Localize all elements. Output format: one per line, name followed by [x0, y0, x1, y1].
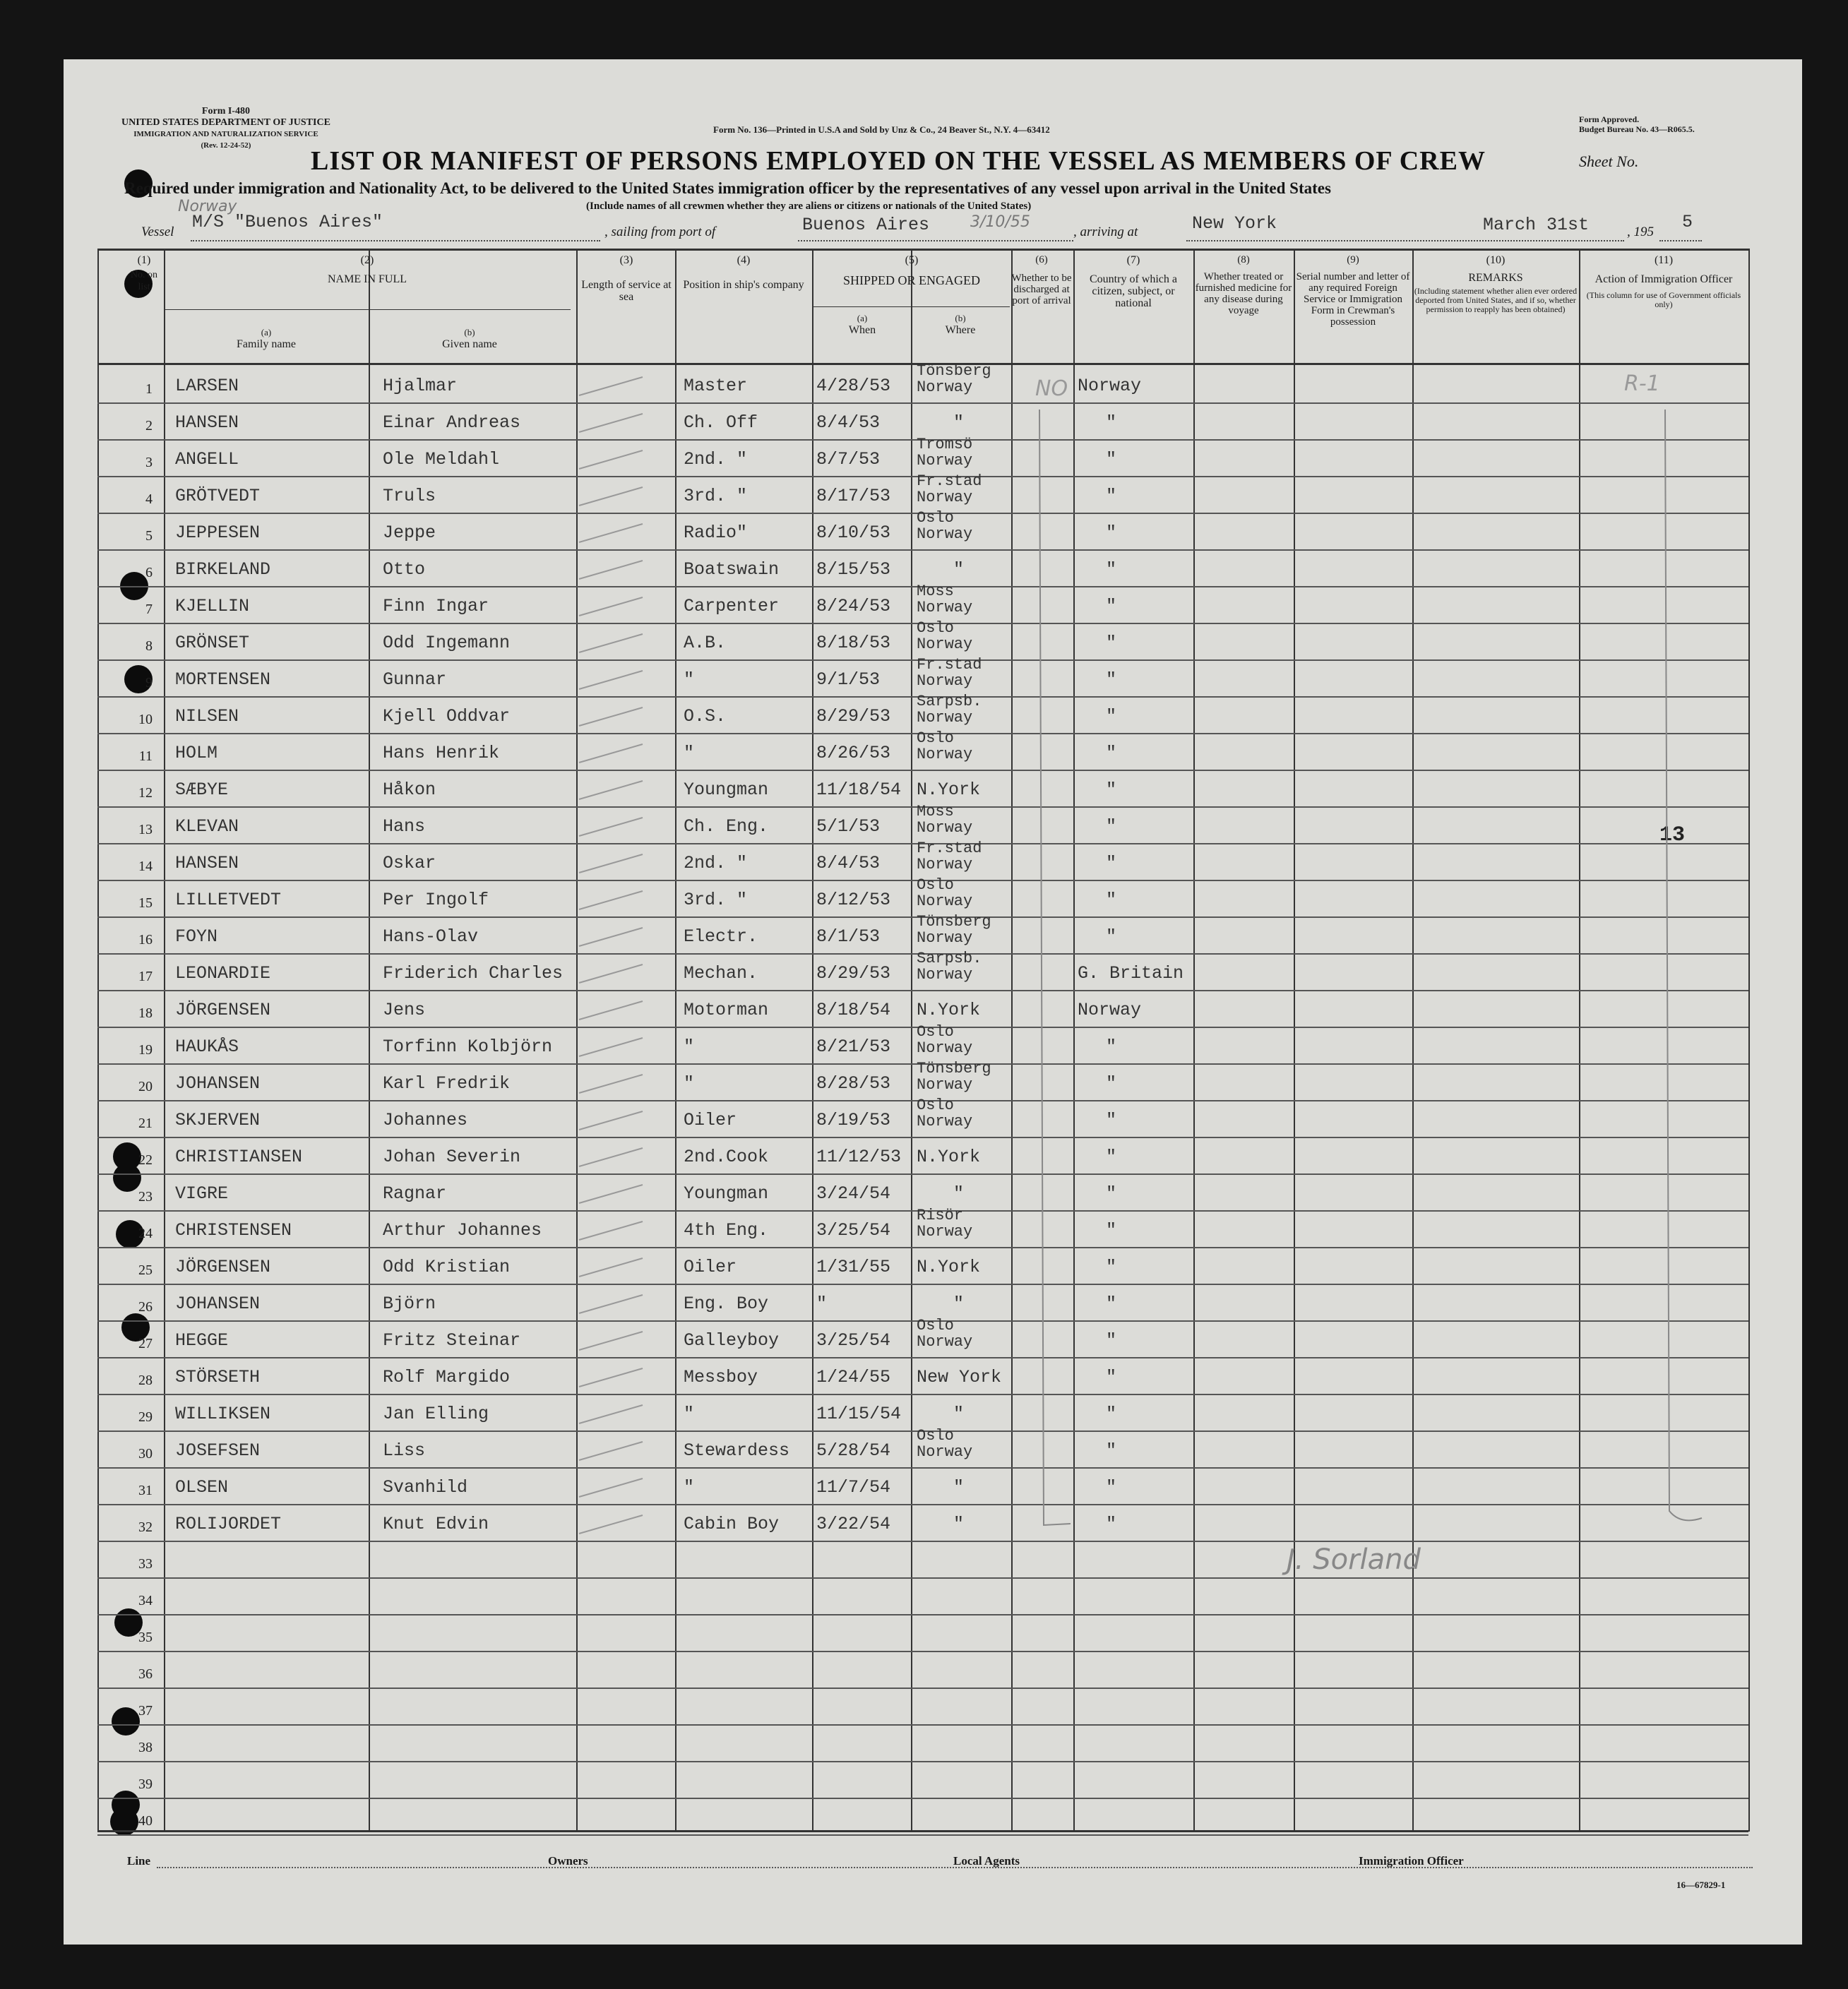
shipped-when-cell: 3/22/54 [816, 1514, 891, 1534]
country-cell: " [1106, 1147, 1117, 1167]
given-name-cell: Friderich Charles [383, 963, 564, 984]
family-name-cell: ANGELL [175, 449, 239, 470]
row-number: 37 [138, 1703, 153, 1719]
position-cell: Radio" [684, 522, 748, 543]
country-cell: " [1106, 1037, 1117, 1057]
shipped-where-cell: " [953, 1294, 965, 1314]
row-number: 14 [138, 859, 153, 874]
given-name-cell: Fritz Steinar [383, 1330, 521, 1351]
position-cell: Carpenter [684, 596, 780, 616]
page-title: LIST OR MANIFEST OF PERSONS EMPLOYED ON THE VESSEL AS MEMBERS OF CREW [311, 146, 1486, 176]
officer-signature: J. Sorland [1287, 1543, 1421, 1576]
row-number: 32 [138, 1519, 153, 1535]
family-name-cell: MORTENSEN [175, 669, 271, 690]
family-name-cell: SÆBYE [175, 780, 229, 800]
shipped-when-cell: 8/12/53 [816, 890, 891, 910]
shipped-where-cell: Moss Norway [917, 803, 973, 837]
col8-header: (8) Whether treated or furnished medicine for any disease during voyage [1195, 254, 1292, 316]
country-cell: " [1106, 633, 1117, 653]
arriving-label: , arriving at [1073, 225, 1138, 239]
position-cell: " [684, 743, 695, 763]
shipped-where-cell: Fr.stad Norway [917, 472, 982, 506]
given-name-cell: Hans-Olav [383, 926, 479, 947]
shipped-where-cell: " [953, 1404, 965, 1424]
shipped-when-cell: 3/24/54 [816, 1183, 891, 1204]
col2a-header: (a) Family name [237, 327, 296, 350]
given-name-cell: Björn [383, 1294, 436, 1314]
shipped-when-cell: 5/1/53 [816, 816, 881, 837]
form-printer-line: Form No. 136—Printed in U.S.A and Sold by Unz & Co., 24 Beaver St., N.Y. 4—63412 [713, 124, 1050, 135]
country-cell: " [1106, 706, 1117, 727]
given-name-cell: Torfinn Kolbjörn [383, 1037, 553, 1057]
row-number: 27 [138, 1336, 153, 1351]
family-name-cell: GRÖNSET [175, 633, 250, 653]
given-name-cell: Gunnar [383, 669, 447, 690]
position-cell: 2nd. " [684, 853, 748, 873]
given-name-cell: Karl Fredrik [383, 1073, 511, 1094]
row-number: 36 [138, 1666, 153, 1682]
family-name-cell: GRÖTVEDT [175, 486, 261, 506]
arrival-date: March 31st [1483, 215, 1590, 235]
shipped-where-cell: " [953, 559, 965, 580]
given-name-cell: Jens [383, 1000, 426, 1020]
col9-header: (9) Serial number and letter of any required Foreign Service or Immigration Form in Crewman's possession [1296, 254, 1410, 328]
given-name-cell: Johan Severin [383, 1147, 521, 1167]
family-name-cell: LEONARDIE [175, 963, 271, 984]
revision-date: (Rev. 12-24-52) [201, 141, 251, 150]
given-name-cell: Einar Andreas [383, 412, 521, 433]
shipped-where-cell: Oslo Norway [917, 619, 973, 653]
position-cell: Ch. Off [684, 412, 758, 433]
position-cell: A.B. [684, 633, 727, 653]
footer-line-label: Line [127, 1854, 151, 1868]
shipped-when-cell: 8/26/53 [816, 743, 891, 763]
position-cell: " [684, 669, 695, 690]
position-cell: 2nd. " [684, 449, 748, 470]
shipped-where-cell: Oslo Norway [917, 729, 973, 763]
position-cell: Master [684, 376, 748, 396]
given-name-cell: Hjalmar [383, 376, 458, 396]
family-name-cell: LARSEN [175, 376, 239, 396]
country-cell: " [1106, 1404, 1117, 1424]
row-number: 9 [145, 675, 153, 691]
row-number: 39 [138, 1776, 153, 1792]
country-cell: " [1106, 522, 1117, 543]
family-name-cell: CHRISTIANSEN [175, 1147, 303, 1167]
shipped-when-cell: 8/18/53 [816, 633, 891, 653]
given-name-cell: Håkon [383, 780, 436, 800]
family-name-cell: JÖRGENSEN [175, 1000, 271, 1020]
country-cell: " [1106, 1367, 1117, 1387]
shipped-when-cell: 8/4/53 [816, 412, 881, 433]
country-cell: " [1106, 816, 1117, 837]
position-cell: Galleyboy [684, 1330, 780, 1351]
country-cell: " [1106, 1110, 1117, 1130]
country-cell: " [1106, 1477, 1117, 1498]
vessel-name: M/S "Buenos Aires" [192, 212, 383, 232]
col5a-header: (a) When [848, 313, 876, 336]
family-name-cell: NILSEN [175, 706, 239, 727]
shipped-when-cell: 5/28/54 [816, 1440, 891, 1461]
country-cell: " [1106, 1183, 1117, 1204]
form-number: Form I-480 [201, 106, 250, 117]
family-name-cell: KJELLIN [175, 596, 250, 616]
family-name-cell: HAUKÅS [175, 1037, 239, 1057]
shipped-where-cell: Oslo Norway [917, 1097, 973, 1130]
country-cell: " [1106, 449, 1117, 470]
row-number: 11 [138, 748, 153, 764]
row-number: 28 [138, 1373, 153, 1388]
row-number: 2 [145, 418, 153, 434]
position-cell: Eng. Boy [684, 1294, 769, 1314]
shipped-when-cell: 11/15/54 [816, 1404, 902, 1424]
country-cell: Norway [1078, 1000, 1142, 1020]
position-cell: Oiler [684, 1110, 737, 1130]
given-name-cell: Oskar [383, 853, 436, 873]
shipped-when-cell: 8/4/53 [816, 853, 881, 873]
discharged-no: NO [1035, 376, 1068, 401]
shipped-when-cell: 8/18/54 [816, 1000, 891, 1020]
shipped-when-cell: 9/1/53 [816, 669, 881, 690]
country-cell: " [1106, 780, 1117, 800]
given-name-cell: Kjell Oddvar [383, 706, 511, 727]
given-name-cell: Truls [383, 486, 436, 506]
shipped-where-cell: Oslo Norway [917, 1023, 973, 1057]
family-name-cell: JÖRGENSEN [175, 1257, 271, 1277]
shipped-when-cell: 8/15/53 [816, 559, 891, 580]
family-name-cell: HEGGE [175, 1330, 229, 1351]
position-cell: 4th Eng. [684, 1220, 769, 1241]
row-number: 1 [145, 381, 153, 397]
shipped-where-cell: Moss Norway [917, 583, 973, 616]
shipped-where-cell: N.York [917, 1257, 981, 1277]
shipped-where-cell: Oslo Norway [917, 1317, 973, 1351]
row-number: 34 [138, 1593, 153, 1608]
sailing-date-handwritten: 3/10/55 [970, 213, 1030, 231]
position-cell: 3rd. " [684, 890, 748, 910]
year-digit: 5 [1682, 212, 1693, 232]
row-number: 30 [138, 1446, 153, 1462]
given-name-cell: Rolf Margido [383, 1367, 511, 1387]
given-name-cell: Per Ingolf [383, 890, 489, 910]
position-cell: " [684, 1037, 695, 1057]
given-name-cell: Hans Henrik [383, 743, 500, 763]
arriving-port: New York [1192, 213, 1277, 234]
row-number: 16 [138, 932, 153, 948]
position-cell: Mechan. [684, 963, 758, 984]
given-name-cell: Otto [383, 559, 426, 580]
row-number: 40 [138, 1813, 153, 1829]
row-number: 15 [138, 895, 153, 911]
position-cell: Electr. [684, 926, 758, 947]
position-cell: 3rd. " [684, 486, 748, 506]
row-number: 10 [138, 712, 153, 727]
row-number: 3 [145, 455, 153, 470]
position-cell: O.S. [684, 706, 727, 727]
given-name-cell: Ole Meldahl [383, 449, 500, 470]
shipped-where-cell: " [953, 1183, 965, 1204]
position-cell: Cabin Boy [684, 1514, 780, 1534]
col1-header: (1) No. on list [130, 254, 158, 292]
action-row13-number: 13 [1659, 823, 1686, 847]
shipped-when-cell: 1/31/55 [816, 1257, 891, 1277]
page-subtitle-note: (Include names of all crewmen whether they are aliens or citizens or nationals of the United States) [586, 201, 1032, 212]
sailing-port: Buenos Aires [802, 215, 930, 235]
row-number: 26 [138, 1299, 153, 1315]
footer-owners-label: Owners [548, 1854, 588, 1868]
footer-local-agents-label: Local Agents [953, 1854, 1020, 1868]
family-name-cell: WILLIKSEN [175, 1404, 271, 1424]
shipped-when-cell: 3/25/54 [816, 1220, 891, 1241]
shipped-when-cell: 8/19/53 [816, 1110, 891, 1130]
country-cell: G. Britain [1078, 963, 1184, 984]
sheet-no-label: Sheet No. [1579, 153, 1639, 170]
position-cell: Messboy [684, 1367, 758, 1387]
country-cell: " [1106, 486, 1117, 506]
country-cell: " [1106, 669, 1117, 690]
shipped-when-cell: 8/29/53 [816, 706, 891, 727]
shipped-when-cell: 11/18/54 [816, 780, 902, 800]
row-number: 20 [138, 1079, 153, 1094]
shipped-when-cell: 8/17/53 [816, 486, 891, 506]
shipped-when-cell: 11/12/53 [816, 1147, 902, 1167]
col3-header: (3) Length of service at sea [581, 254, 672, 303]
country-cell: " [1106, 1073, 1117, 1094]
col11-header: (11) Action of Immigration Officer (This column for use of Government officials only) [1586, 254, 1741, 309]
given-name-cell: Johannes [383, 1110, 468, 1130]
family-name-cell: HANSEN [175, 853, 239, 873]
shipped-when-cell: 11/7/54 [816, 1477, 891, 1498]
given-name-cell: Liss [383, 1440, 426, 1461]
shipped-where-cell: Fr.stad Norway [917, 656, 982, 690]
col5-header: (5) SHIPPED OR ENGAGED [842, 254, 980, 287]
shipped-where-cell: Tönsberg Norway [917, 362, 991, 396]
budget-bureau: Budget Bureau No. 43—R065.5. [1579, 124, 1695, 134]
row-number: 5 [145, 528, 153, 544]
shipped-where-cell: Oslo Norway [917, 1427, 973, 1461]
given-name-cell: Ragnar [383, 1183, 447, 1204]
row-number: 29 [138, 1409, 153, 1425]
col10-header: (10) REMARKS (Including statement whether alien ever ordered deported from United States, and if so, whether permission to reapply has been obtained) [1414, 254, 1578, 314]
position-cell: Stewardess [684, 1440, 790, 1461]
family-name-cell: OLSEN [175, 1477, 229, 1498]
row-number: 21 [138, 1116, 153, 1131]
family-name-cell: VIGRE [175, 1183, 229, 1204]
shipped-when-cell: 8/1/53 [816, 926, 881, 947]
shipped-where-cell: Tromsö Norway [917, 436, 973, 470]
shipped-where-cell: Risör Norway [917, 1207, 973, 1241]
family-name-cell: HANSEN [175, 412, 239, 433]
footer-code: 16—67829-1 [1676, 1880, 1726, 1890]
country-cell: " [1106, 1220, 1117, 1241]
position-cell: " [684, 1477, 695, 1498]
country-cell: " [1106, 1294, 1117, 1314]
department-name: UNITED STATES DEPARTMENT OF JUSTICE [121, 117, 330, 128]
position-cell: Ch. Eng. [684, 816, 769, 837]
row-number: 8 [145, 638, 153, 654]
given-name-cell: Odd Ingemann [383, 633, 511, 653]
shipped-when-cell: 8/28/53 [816, 1073, 891, 1094]
sailing-label: , sailing from port of [604, 225, 716, 239]
country-cell: " [1106, 1330, 1117, 1351]
row-number: 12 [138, 785, 153, 801]
shipped-when-cell: 8/21/53 [816, 1037, 891, 1057]
shipped-when-cell: 4/28/53 [816, 376, 891, 396]
family-name-cell: JOSEFSEN [175, 1440, 261, 1461]
given-name-cell: Hans [383, 816, 426, 837]
position-cell: Boatswain [684, 559, 780, 580]
shipped-when-cell: 8/24/53 [816, 596, 891, 616]
row-number: 13 [138, 822, 153, 837]
family-name-cell: ROLIJORDET [175, 1514, 282, 1534]
page-subtitle: Required under immigration and Nationality Act, to be delivered to the United States immigration officer by the representatives of any vessel upon arrival in the United States [124, 179, 1331, 197]
family-name-cell: SKJERVEN [175, 1110, 261, 1130]
given-name-cell: Finn Ingar [383, 596, 489, 616]
country-cell: " [1106, 1514, 1117, 1534]
shipped-where-cell: Oslo Norway [917, 509, 973, 543]
family-name-cell: CHRISTENSEN [175, 1220, 292, 1241]
vessel-country-handwritten: Norway [178, 198, 237, 215]
family-name-cell: HOLM [175, 743, 218, 763]
shipped-where-cell: New York [917, 1367, 1002, 1387]
family-name-cell: JOHANSEN [175, 1073, 261, 1094]
country-cell: " [1106, 890, 1117, 910]
action-r1: R-1 [1624, 371, 1660, 396]
country-cell: Norway [1078, 376, 1142, 396]
row-number: 7 [145, 602, 153, 617]
row-number: 18 [138, 1005, 153, 1021]
country-cell: " [1106, 1440, 1117, 1461]
shipped-where-cell: Sarpsb. Norway [917, 950, 982, 984]
family-name-cell: STÖRSETH [175, 1367, 261, 1387]
col5b-header: (b) Where [945, 313, 976, 336]
position-cell: Motorman [684, 1000, 769, 1020]
vessel-label: Vessel [141, 225, 174, 239]
country-cell: " [1106, 559, 1117, 580]
form-approved: Form Approved. [1579, 114, 1640, 124]
country-cell: " [1106, 926, 1117, 947]
shipped-where-cell: Fr.stad Norway [917, 840, 982, 873]
position-cell: 2nd.Cook [684, 1147, 769, 1167]
service-name: IMMIGRATION AND NATURALIZATION SERVICE [133, 130, 318, 138]
shipped-where-cell: N.York [917, 780, 981, 800]
shipped-when-cell: 8/10/53 [816, 522, 891, 543]
shipped-where-cell: N.York [917, 1000, 981, 1020]
family-name-cell: BIRKELAND [175, 559, 271, 580]
country-cell: " [1106, 743, 1117, 763]
row-number: 22 [138, 1152, 153, 1168]
shipped-where-cell: Sarpsb. Norway [917, 693, 982, 727]
year-prefix: , 195 [1627, 225, 1654, 239]
row-number: 4 [145, 491, 153, 507]
position-cell: Youngman [684, 780, 769, 800]
country-cell: " [1106, 853, 1117, 873]
position-cell: " [684, 1073, 695, 1094]
given-name-cell: Jeppe [383, 522, 436, 543]
country-cell: " [1106, 1257, 1117, 1277]
row-number: 35 [138, 1630, 153, 1645]
family-name-cell: FOYN [175, 926, 218, 947]
position-cell: Youngman [684, 1183, 769, 1204]
shipped-where-cell: Tönsberg Norway [917, 1060, 991, 1094]
family-name-cell: JOHANSEN [175, 1294, 261, 1314]
col6-header: (6) Whether to be discharged at port of arrival [1011, 254, 1072, 306]
given-name-cell: Svanhild [383, 1477, 468, 1498]
row-number: 33 [138, 1556, 153, 1572]
row-number: 19 [138, 1042, 153, 1058]
position-cell: Oiler [684, 1257, 737, 1277]
family-name-cell: JEPPESEN [175, 522, 261, 543]
shipped-when-cell: " [816, 1294, 828, 1314]
row-number: 31 [138, 1483, 153, 1498]
shipped-when-cell: 3/25/54 [816, 1330, 891, 1351]
shipped-where-cell: Tönsberg Norway [917, 913, 991, 947]
shipped-when-cell: 8/7/53 [816, 449, 881, 470]
given-name-cell: Odd Kristian [383, 1257, 511, 1277]
shipped-where-cell: " [953, 1477, 965, 1498]
given-name-cell: Knut Edvin [383, 1514, 489, 1534]
col2b-header: (b) Given name [442, 327, 497, 350]
shipped-where-cell: " [953, 412, 965, 433]
shipped-where-cell: Oslo Norway [917, 876, 973, 910]
row-number: 17 [138, 969, 153, 984]
given-name-cell: Arthur Johannes [383, 1220, 542, 1241]
family-name-cell: LILLETVEDT [175, 890, 282, 910]
footer-officer-label: Immigration Officer [1359, 1854, 1464, 1868]
col7-header: (7) Country of which a citizen, subject, or national [1090, 254, 1177, 309]
shipped-where-cell: " [953, 1514, 965, 1534]
country-cell: " [1106, 412, 1117, 433]
country-cell: " [1106, 596, 1117, 616]
shipped-when-cell: 1/24/55 [816, 1367, 891, 1387]
shipped-when-cell: 8/29/53 [816, 963, 891, 984]
row-number: 6 [145, 565, 153, 580]
row-number: 38 [138, 1740, 153, 1755]
position-cell: " [684, 1404, 695, 1424]
row-number: 24 [138, 1226, 153, 1241]
row-number: 23 [138, 1189, 153, 1205]
family-name-cell: KLEVAN [175, 816, 239, 837]
shipped-where-cell: N.York [917, 1147, 981, 1167]
col4-header: (4) Position in ship's company [683, 254, 804, 291]
row-number: 25 [138, 1262, 153, 1278]
given-name-cell: Jan Elling [383, 1404, 489, 1424]
col2-header: (2) NAME IN FULL [328, 254, 407, 285]
